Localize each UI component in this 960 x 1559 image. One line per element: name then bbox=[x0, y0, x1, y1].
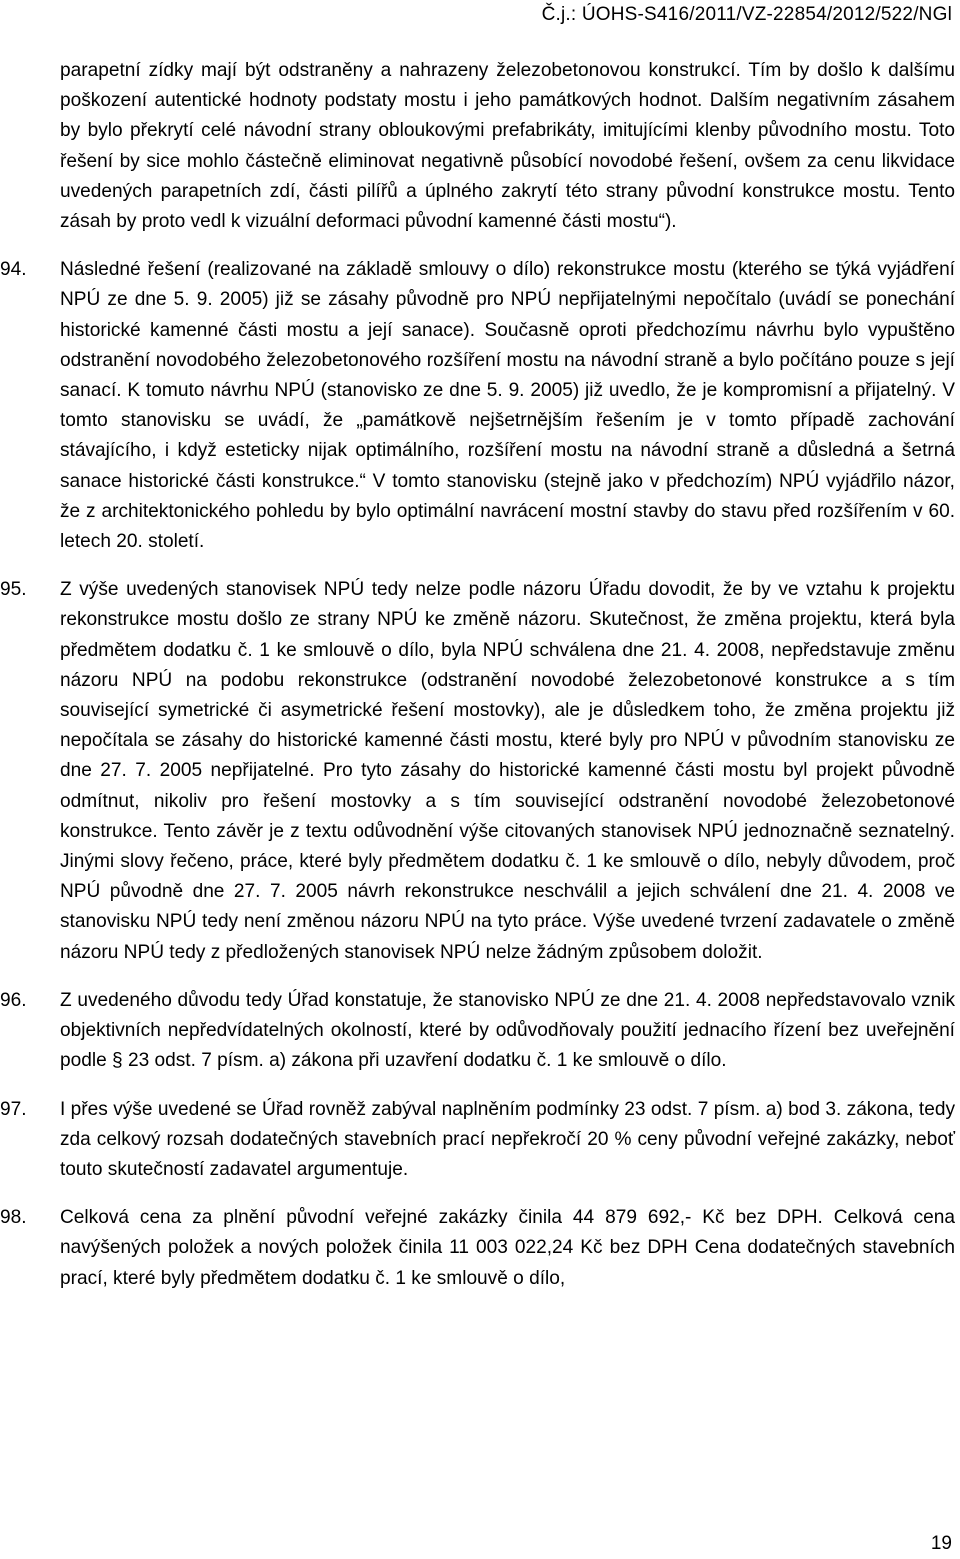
numbered-paragraph-98 bbox=[0, 1203, 960, 1294]
numbered-paragraph-96 bbox=[0, 986, 960, 1077]
paragraph-text: Následné řešení (realizované na základě smlouvy o dílo) rekonstrukce mostu (kterého se týká vyjádření NPÚ ze dne 5. 9. 2005) již se zásahy původně pro NPÚ nepřijatelnými nepočítalo (uvádí se ponechání historické kamenné části mostu a její sanace). Současně oproti předchozímu návrhu bylo vypuštěno odstranění novodobého železobetonového rozšíření mostu na návodní straně a bylo počítáno pouze s její sanací. K tomuto návrhu NPÚ (stanovisko ze dne 5. 9. 2005) již uvedlo, že je kompromisní a přijatelný. V tomto stanovisku se uvádí, že „památkově nejšetrnějším řešením je v tomto případě zachování stávajícího, i když esteticky nijak optimálního, rozšíření mostu na návodní straně a důsledná a šetrná sanace historické části konstrukce.“ V tomto stanovisku (stejně jako v předchozím) NPÚ vyjádřilo názor, že z architektonického pohledu by bylo optimální navrácení mostní stavby do stavu před rozšířením v 60. letech 20. století. bbox=[60, 259, 955, 553]
paragraph-text: Celková cena za plnění původní veřejné zakázky činila 44 879 692,- Kč bez DPH. Celková cena navýšených položek a nových položek činila 11 003 022,24 Kč bez DPH Cena dodatečných stavebních prací, které byly předmětem dodatku č. 1 ke smlouvě o dílo, bbox=[60, 1207, 955, 1289]
page-number: 19 bbox=[930, 1533, 952, 1554]
document-body bbox=[0, 56, 960, 1294]
paragraph-text: Z výše uvedených stanovisek NPÚ tedy nelze podle názoru Úřadu dovodit, že by ve vztahu k projektu rekonstrukce mostu došlo ze strany NPÚ ke změně názoru. Skutečnost, že změna projektu, která byla předmětem dodatku č. 1 ke smlouvě o dílo, byla NPÚ schválena dne 21. 4. 2008, nepředstavuje změnu názoru NPÚ na podobu rekonstrukce (odstranění novodobé železobetonové konstrukce a s tím související symetrické či asymetrické řešení mostovky), ale je důsledkem toho, že změna projektu již nepočítala se zásahy do historické kamenné části mostu, které byly pro NPÚ v původním stanovisku ze dne 27. 7. 2005 nepřijatelné. Pro tyto zásahy do historické kamenné části mostu byl projekt původně odmítnut, nikoliv pro řešení mostovky a s tím související odstranění novodobé železobetonové konstrukce. Tento závěr je z textu odůvodnění výše citovaných stanovisek NPÚ jednoznačně seznatelný. Jinými slovy řečeno, práce, které byly předmětem dodatku č. 1 ke smlouvě o dílo, nebyly důvodem, proč NPÚ původně dne 27. 7. 2005 návrh rekonstrukce neschválil a jejich schválení dne 21. 4. 2008 ve stanovisku NPÚ tedy není změnou názoru NPÚ na tyto práce. Výše uvedené tvrzení zadavatele o změně názoru NPÚ tedy z předložených stanovisek NPÚ nelze žádným způsobem doložit. bbox=[60, 579, 955, 963]
paragraph-number: 96. bbox=[0, 989, 27, 1011]
paragraph-number: 94. bbox=[0, 259, 27, 281]
numbered-paragraph-97 bbox=[0, 1095, 960, 1186]
numbered-paragraph-95 bbox=[0, 575, 960, 968]
paragraph-text: I přes výše uvedené se Úřad rovněž zabýval naplněním podmínky 23 odst. 7 písm. a) bod 3. zákona, tedy zda celkový rozsah dodatečných stavebních prací nepřekročí 20 % ceny původní veřejné zakázky, neboť touto skutečností zadavatel argumentuje. bbox=[60, 1098, 955, 1180]
paragraph-number: 98. bbox=[0, 1207, 27, 1229]
numbered-paragraph-94 bbox=[0, 255, 960, 557]
intro-paragraph: parapetní zídky mají být odstraněny a nahrazeny železobetonovou konstrukcí. Tím by došlo k dalšímu poškození autentické hodnoty podstaty mostu i jeho památkových hodnot. Dalším negativním zásahem by bylo překrytí celé návodní strany obloukovými prefabrikáty, imitujícími klenby původního mostu. Toto řešení by sice mohlo částečně eliminovat negativně působící novodobé řešení, ovšem za cenu likvidace uvedených parapetních zdí, části pilířů a úplného zakrytí této strany původní konstrukce mostu. Tento zásah by proto vedl k vizuální deformaci původní kamenné části mostu“). bbox=[60, 60, 955, 233]
document-reference-header: Č.j.: ÚOHS-S416/2011/VZ-22854/2012/522/NGl bbox=[541, 4, 952, 25]
paragraph-text: Z uvedeného důvodu tedy Úřad konstatuje, že stanovisko NPÚ ze dne 21. 4. 2008 nepředstavovalo vznik objektivních nepředvídatelných okolností, které by odůvodňovaly použití jednacího řízení bez uveřejnění podle § 23 odst. 7 písm. a) zákona při uzavření dodatku č. 1 ke smlouvě o dílo. bbox=[60, 989, 955, 1072]
paragraph-number: 95. bbox=[0, 579, 27, 601]
paragraph-number: 97. bbox=[0, 1098, 27, 1120]
